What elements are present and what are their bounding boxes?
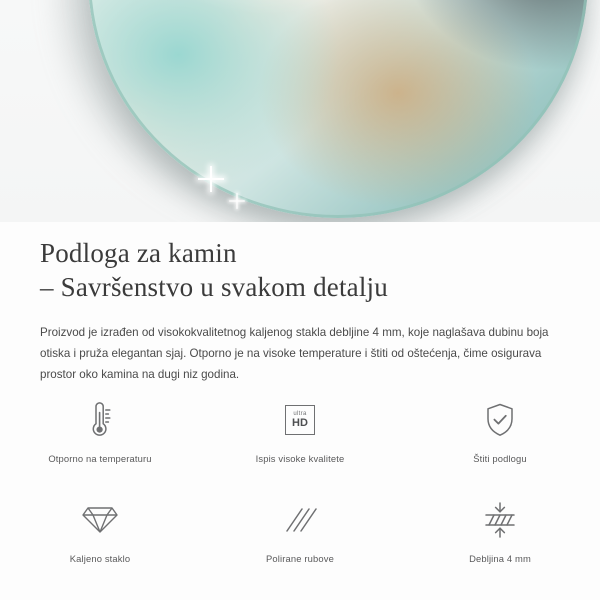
- disc-rim: [88, 0, 588, 218]
- feature-row-1: [0, 398, 600, 464]
- feature-grid: [0, 398, 600, 564]
- shield-check-icon: [482, 398, 518, 442]
- ultra-hd-badge: [285, 405, 315, 435]
- glass-disc-product-image: [88, 0, 588, 218]
- feature-label: Otporno na temperaturu: [48, 453, 152, 464]
- feature-label: Ispis visoke kvalitete: [255, 453, 345, 464]
- ultra-hd-badge-top: ultra: [293, 411, 307, 417]
- feature-label: Debljina 4 mm: [469, 553, 531, 564]
- ultra-hd-icon: [285, 398, 315, 442]
- feature-row-2: [0, 498, 600, 564]
- feature-item-protects-surface: [400, 398, 600, 464]
- polished-edges-icon: [283, 498, 317, 542]
- feature-item-tempered-glass: [0, 498, 200, 564]
- feature-label: Polirane rubove: [266, 553, 334, 564]
- headline-line-1: Podloga za kamin: [40, 238, 237, 268]
- hero-image: [0, 0, 600, 222]
- headline-line-2: – Savršenstvo u svakom detalju: [40, 272, 388, 302]
- feature-item-thickness: [400, 498, 600, 564]
- feature-item-temperature: [0, 398, 200, 464]
- feature-item-polished-edges: [200, 498, 400, 564]
- feature-item-print-quality: [200, 398, 400, 464]
- content-block: [0, 222, 600, 385]
- ultra-hd-badge-bottom: HD: [292, 417, 308, 429]
- page-title: [0, 222, 600, 304]
- thermometer-icon: [83, 398, 117, 442]
- feature-label: Štiti podlogu: [473, 453, 527, 464]
- body-paragraph: Proizvod je izrađen od visokokvalitetnog kaljenog stakla debljine 4 mm, koje naglašava dubinu boja otiska i pruža elegantan sjaj. Otporno je na visoke temperature i štiti od oštećenja, čime osigurava prostor oko kamina na dugi niz godina.: [40, 326, 549, 381]
- feature-label: Kaljeno staklo: [69, 553, 131, 564]
- diamond-icon: [81, 498, 119, 542]
- thickness-arrows-icon: [481, 498, 519, 542]
